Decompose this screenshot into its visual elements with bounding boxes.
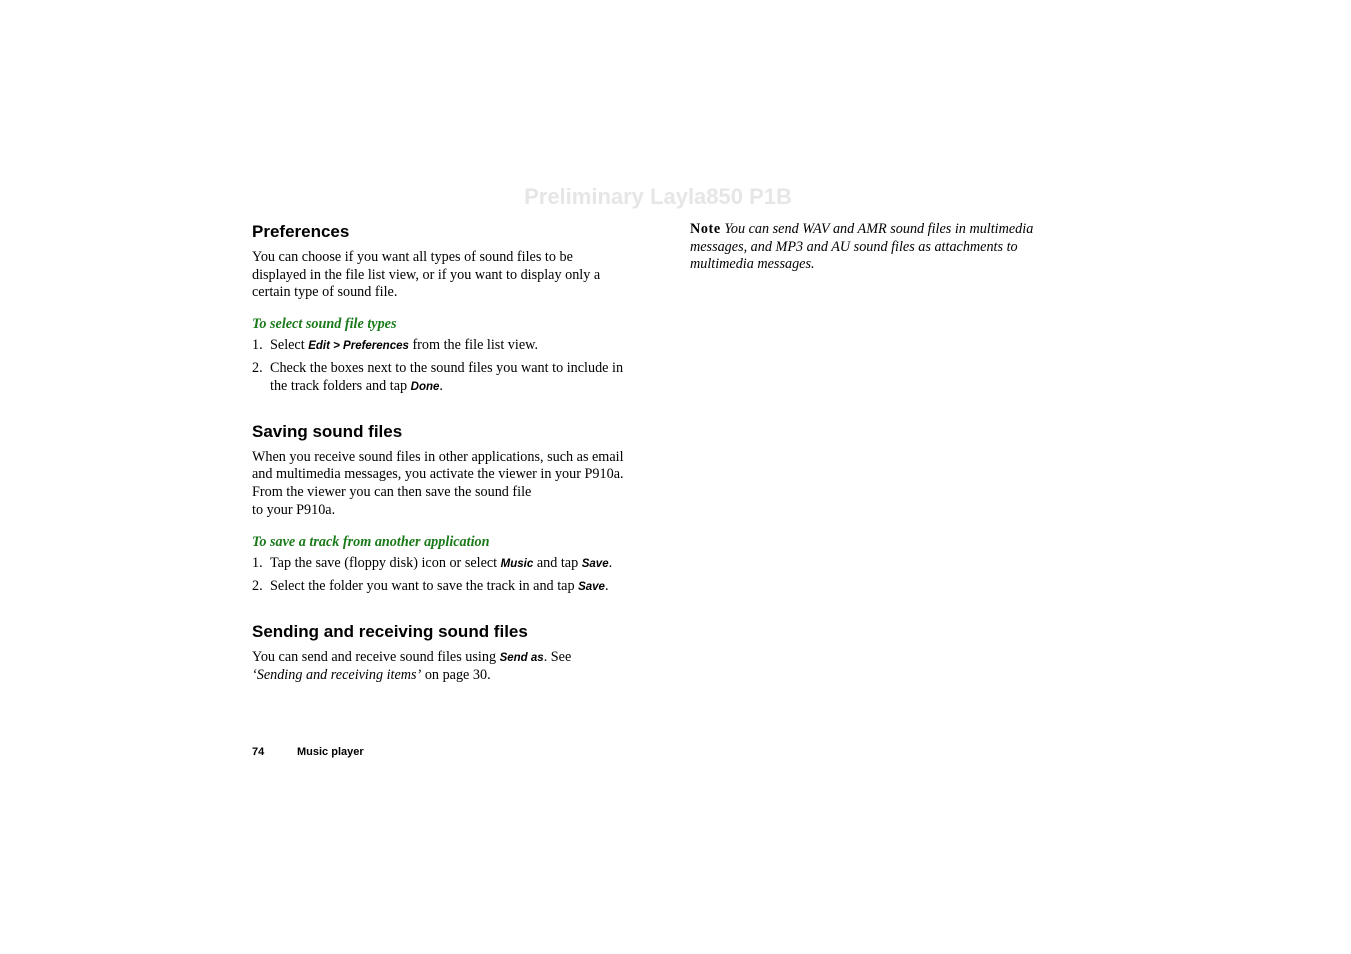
step-text: . — [439, 377, 443, 394]
ui-command: Music — [500, 558, 534, 571]
right-column — [690, 221, 1050, 274]
sending-heading: Sending and receiving sound files — [252, 621, 528, 641]
watermark: Preliminary Layla850 P1B — [524, 184, 792, 209]
list-item — [252, 337, 624, 356]
step-number: 1. — [252, 336, 263, 353]
sending-body — [252, 649, 624, 685]
step-text: and tap — [533, 555, 582, 572]
body-text: When you receive sound files in other applications, such as email and multimedia messages, you activate the viewer in your P910a. From the viewer you can then save the sound file — [252, 448, 624, 500]
step-text: from the file list view. — [408, 336, 539, 353]
step-text: Check the boxes next to the sound files you want to include in the track folders and tap — [270, 359, 624, 394]
saving-steps — [252, 555, 624, 597]
note-text: You can send WAV and AMR sound files in multimedia messages, and MP3 and AU sound files as attachments to multimedia messages. — [690, 221, 1034, 273]
step-text: Select the folder you want to save the track in and tap — [270, 578, 579, 595]
ui-command: Done — [410, 380, 440, 393]
body-text: on page 30. — [421, 667, 491, 684]
note — [690, 221, 1050, 274]
body-text: You can send and receive sound files using — [252, 648, 500, 665]
list-item — [252, 360, 624, 396]
select-sound-file-types-subheading: To select sound file types — [252, 315, 397, 332]
ui-command: Save — [581, 558, 609, 571]
note-label: Note — [690, 221, 721, 237]
ui-command: Send as — [499, 651, 544, 664]
step-number: 2. — [252, 359, 263, 376]
list-item — [252, 578, 624, 597]
step-number: 1. — [252, 555, 263, 572]
preferences-heading: Preferences — [252, 222, 350, 241]
step-text: Tap the save (floppy disk) icon or select — [270, 555, 501, 572]
step-number: 2. — [252, 578, 263, 595]
page-number: 74 — [252, 746, 265, 758]
body-text: . See — [543, 648, 572, 665]
step-text: . — [604, 578, 609, 595]
section-name: Music player — [297, 746, 364, 758]
cross-reference: ‘Sending and receiving items’ — [252, 667, 422, 684]
list-item — [252, 555, 624, 574]
save-track-subheading: To save a track from another application — [252, 534, 490, 551]
ui-command: Save — [578, 581, 605, 594]
preferences-steps — [252, 337, 624, 396]
ui-menu-path: Edit > Preferences — [308, 339, 409, 352]
saving-body — [252, 449, 624, 519]
preferences-body: You can choose if you want all types of sound files to be displayed in the file list view, or if you want to display only a certain type of sound file. — [252, 249, 601, 301]
saving-heading: Saving sound files — [252, 421, 403, 441]
step-text: Select — [270, 336, 309, 353]
left-column — [252, 221, 624, 685]
step-text: . — [608, 555, 613, 572]
body-text: to your P910a. — [252, 501, 336, 518]
